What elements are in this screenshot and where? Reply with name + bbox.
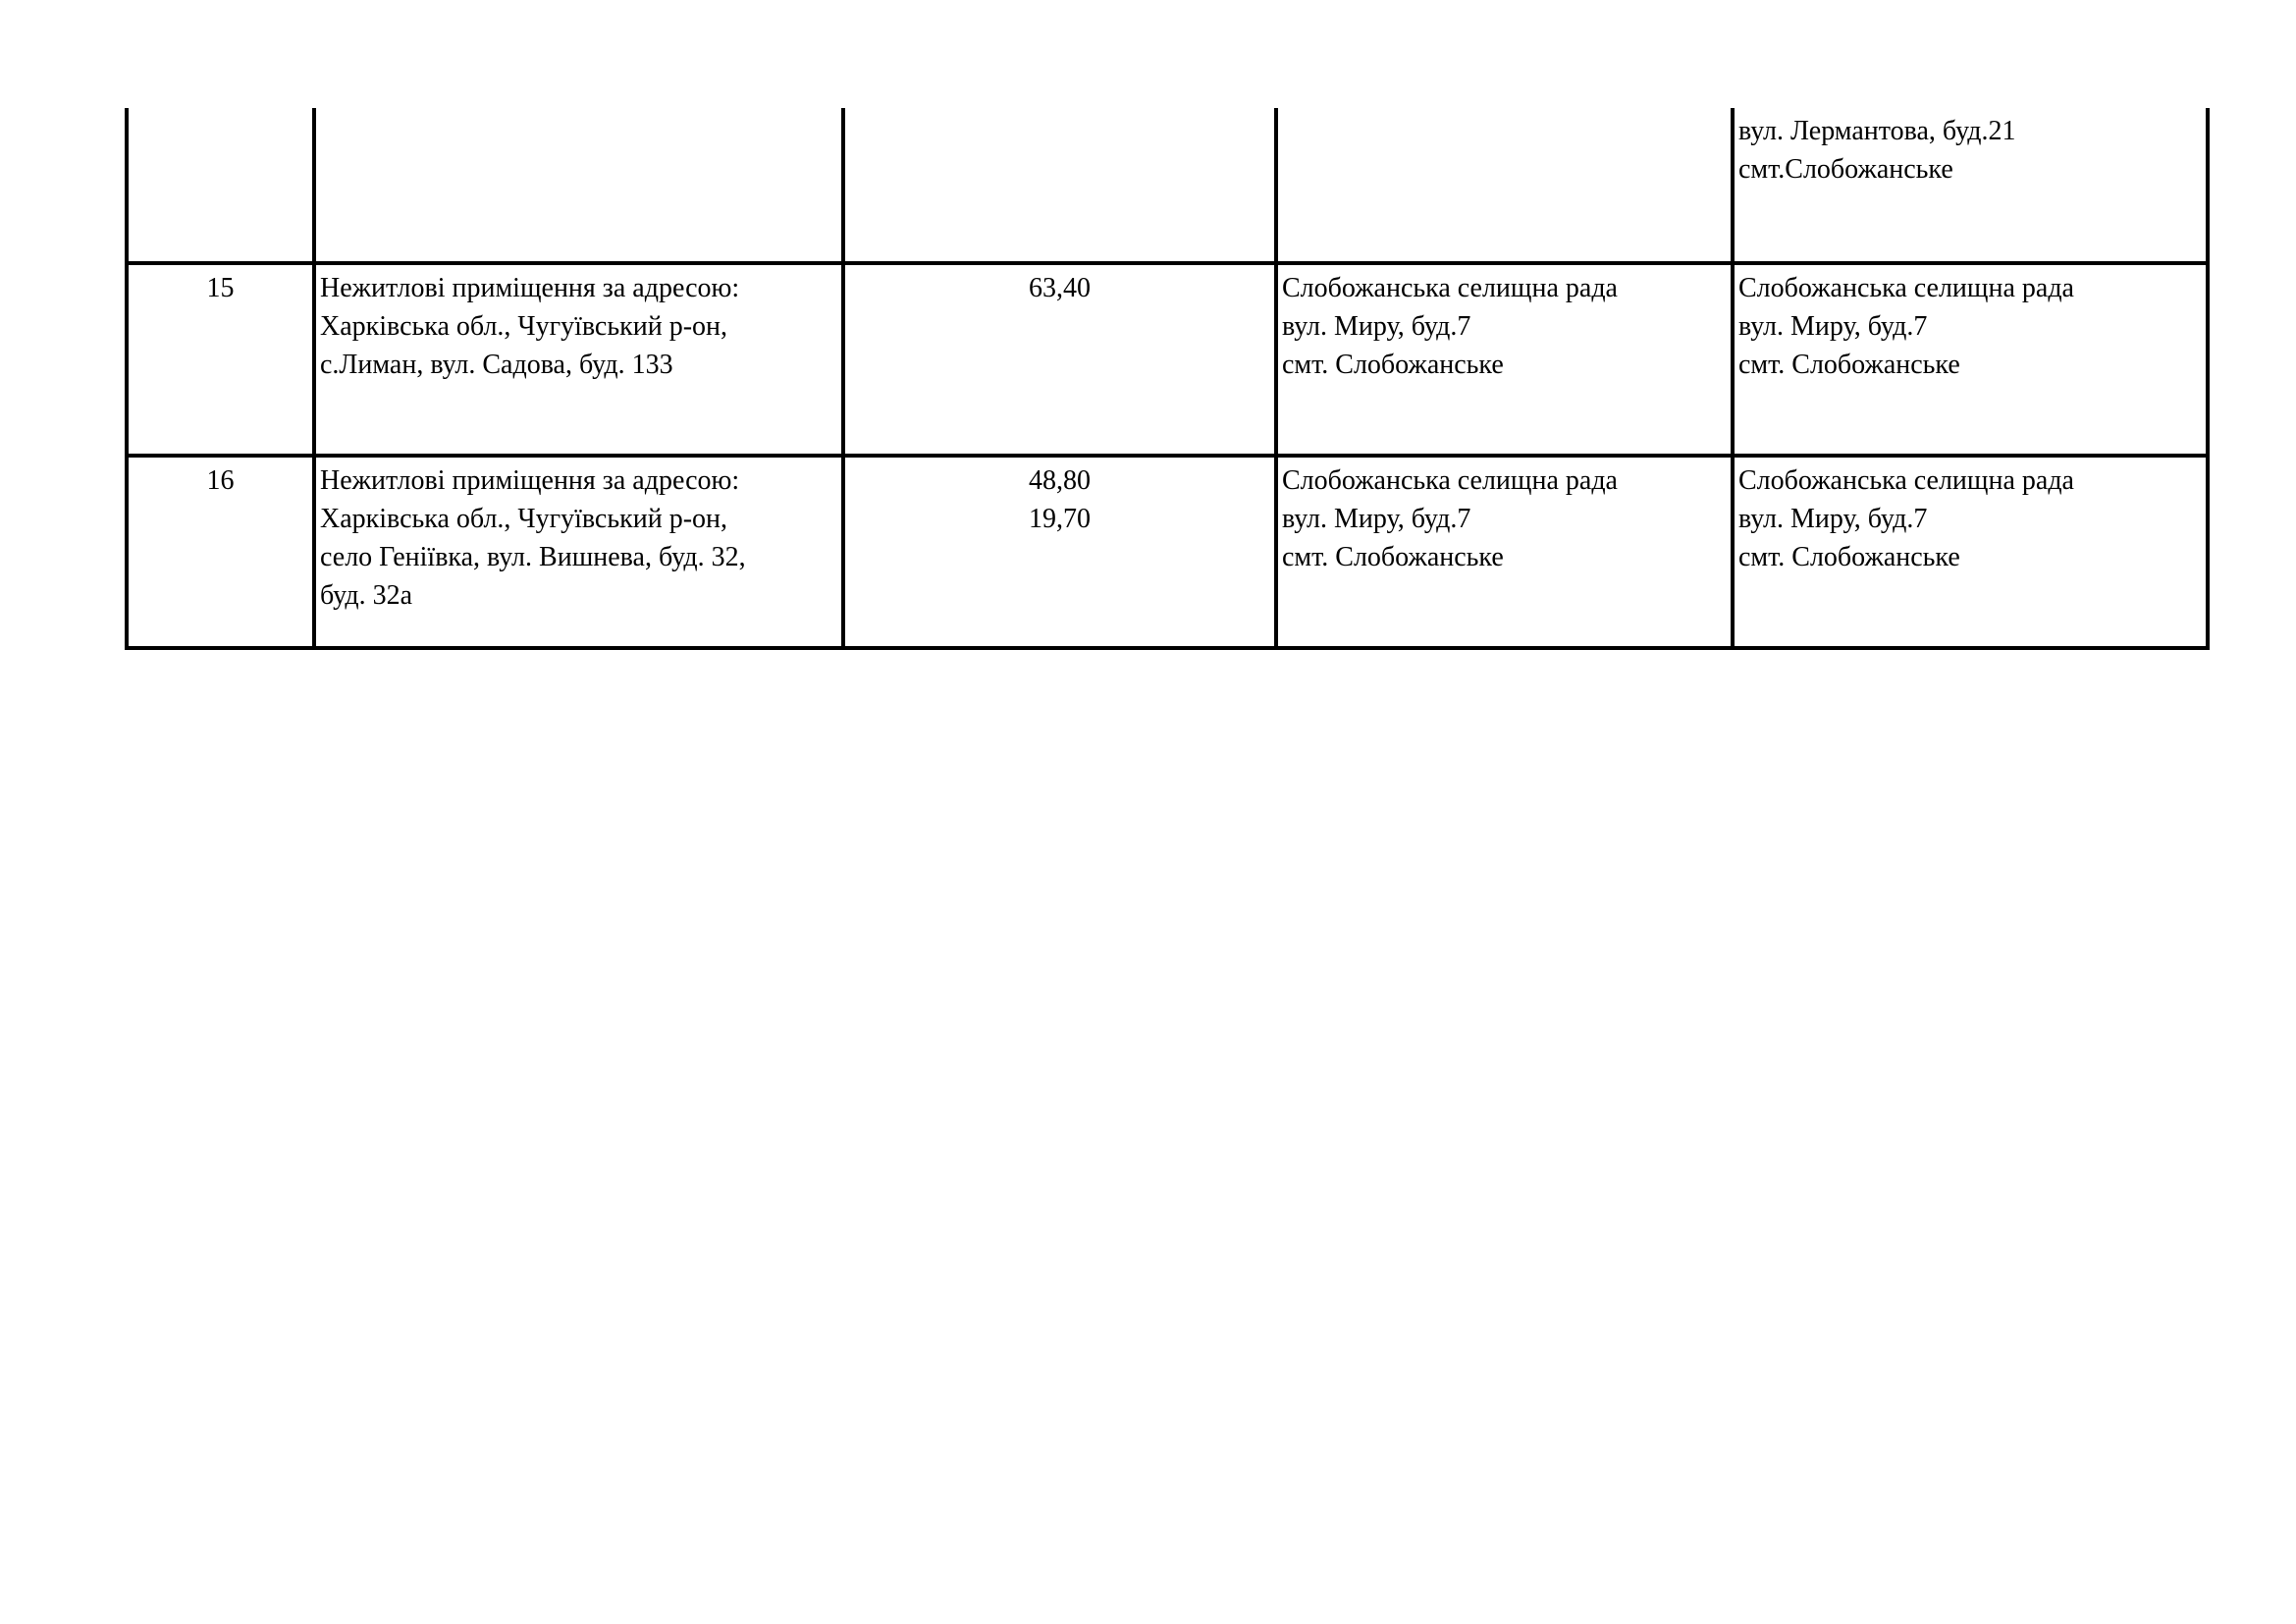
cell-area [843,263,1276,456]
recipient-line: смт. Слобожанське [1738,350,1960,380]
object-line: село Геніївка, вул. Вишнева, буд. 32, [320,542,746,572]
row-number: 15 [206,273,235,303]
cell-number [127,108,314,263]
recipient-line: вул. Миру, буд.7 [1738,504,1928,534]
cell-holder [1276,108,1733,263]
table-row [127,456,2208,648]
object-line: Нежитлові приміщення за адресою: [320,273,740,303]
recipient-line: смт.Слобожанське [1738,154,1953,185]
cell-area [843,456,1276,648]
cell-object [314,108,843,263]
recipient-line: Слобожанська селищна рада [1738,465,2074,496]
object-line: Нежитлові приміщення за адресою: [320,465,740,496]
table-row-continuation [127,108,2208,263]
cell-number [127,456,314,648]
holder-line: Слобожанська селищна рада [1282,273,1618,303]
area-value: 48,80 [1029,465,1091,496]
area-value: 19,70 [1029,504,1091,534]
cell-number [127,263,314,456]
recipient-line: Слобожанська селищна рада [1738,273,2074,303]
recipient-line: смт. Слобожанське [1738,542,1960,572]
table-row [127,263,2208,456]
area-value: 63,40 [1029,273,1091,303]
object-line: Харківська обл., Чугуївський р-он, [320,504,728,534]
holder-line: Слобожанська селищна рада [1282,465,1618,496]
holder-line: вул. Миру, буд.7 [1282,504,1471,534]
holder-line: смт. Слобожанське [1282,350,1504,380]
cell-recipient [1733,263,2208,456]
recipient-line: вул. Лермантова, буд.21 [1738,116,2016,146]
cell-holder [1276,456,1733,648]
holder-line: смт. Слобожанське [1282,542,1504,572]
property-table [125,108,2210,650]
cell-recipient [1733,456,2208,648]
cell-object [314,456,843,648]
row-number: 16 [206,465,235,496]
cell-area [843,108,1276,263]
cell-holder [1276,263,1733,456]
cell-object [314,263,843,456]
cell-recipient [1733,108,2208,263]
recipient-line: вул. Миру, буд.7 [1738,311,1928,342]
object-line: с.Лиман, вул. Садова, буд. 133 [320,350,673,380]
object-line: Харківська обл., Чугуївський р-он, [320,311,728,342]
holder-line: вул. Миру, буд.7 [1282,311,1471,342]
object-line: буд. 32а [320,580,413,611]
